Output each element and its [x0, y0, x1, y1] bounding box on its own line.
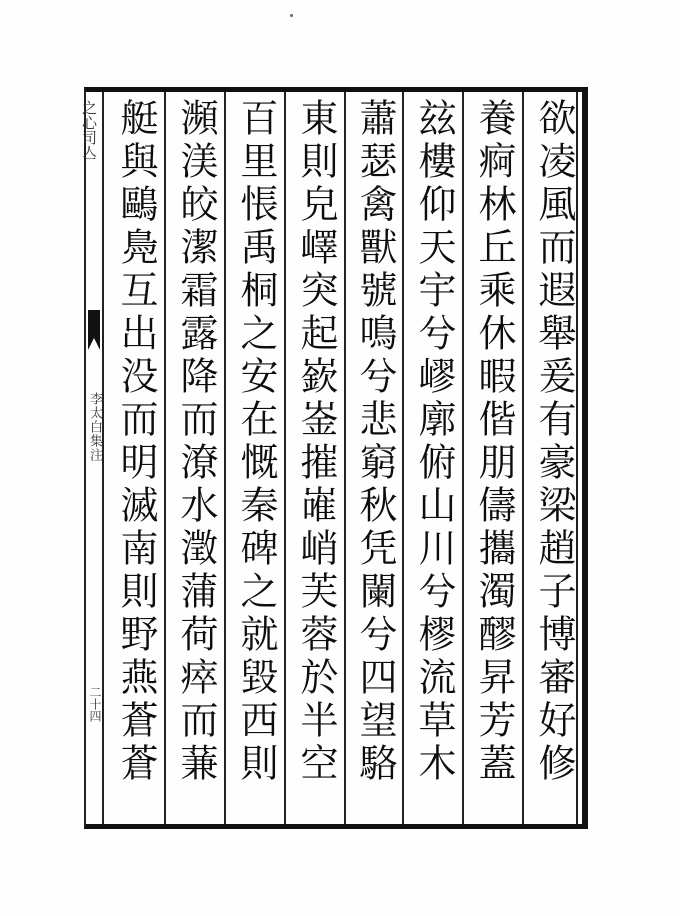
- text-column-3: 玆樓仰天宇兮嵺廓俯山川兮樛流草木: [412, 98, 456, 786]
- column-rule: [284, 92, 286, 824]
- column-rule: [224, 92, 226, 824]
- column-rule: [344, 92, 346, 824]
- margin-strip: [80, 92, 104, 824]
- column-rule: [402, 92, 404, 824]
- text-column-1: 欲凌風而遐舉爰有豪梁趙子博審好修: [532, 98, 576, 786]
- book-title: 李太白集注: [87, 392, 102, 462]
- text-column-4: 蕭瑟禽獸號鳴兮悲窮秋凭闌兮四望駱: [353, 98, 397, 786]
- column-rule: [522, 92, 524, 824]
- text-column-7: 瀕渼皎潔霜露降而潦水澂蒲荷瘁而蒹: [174, 98, 218, 786]
- ink-speck: [290, 14, 293, 17]
- fish-tail-mark: [88, 310, 100, 350]
- column-rule: [462, 92, 464, 824]
- page-number: 二十四: [88, 686, 102, 722]
- margin-top-glyphs: 之心司亼: [80, 100, 98, 160]
- column-rule: [164, 92, 166, 824]
- text-column-2: 養痾林丘乘休暇偕朋儔攜濁醪昇芳蓋: [472, 98, 516, 786]
- text-column-6: 百里悵禹桐之安在慨秦碑之就毀西則: [234, 98, 278, 786]
- text-frame: [80, 87, 588, 829]
- text-column-8: 艇與鷗鳧互出没而明滅南則野燕蒼蒼: [114, 98, 158, 786]
- text-column-5: 東則皃嶧突起嶔崟摧嶉峭芙蓉於半空: [294, 98, 338, 786]
